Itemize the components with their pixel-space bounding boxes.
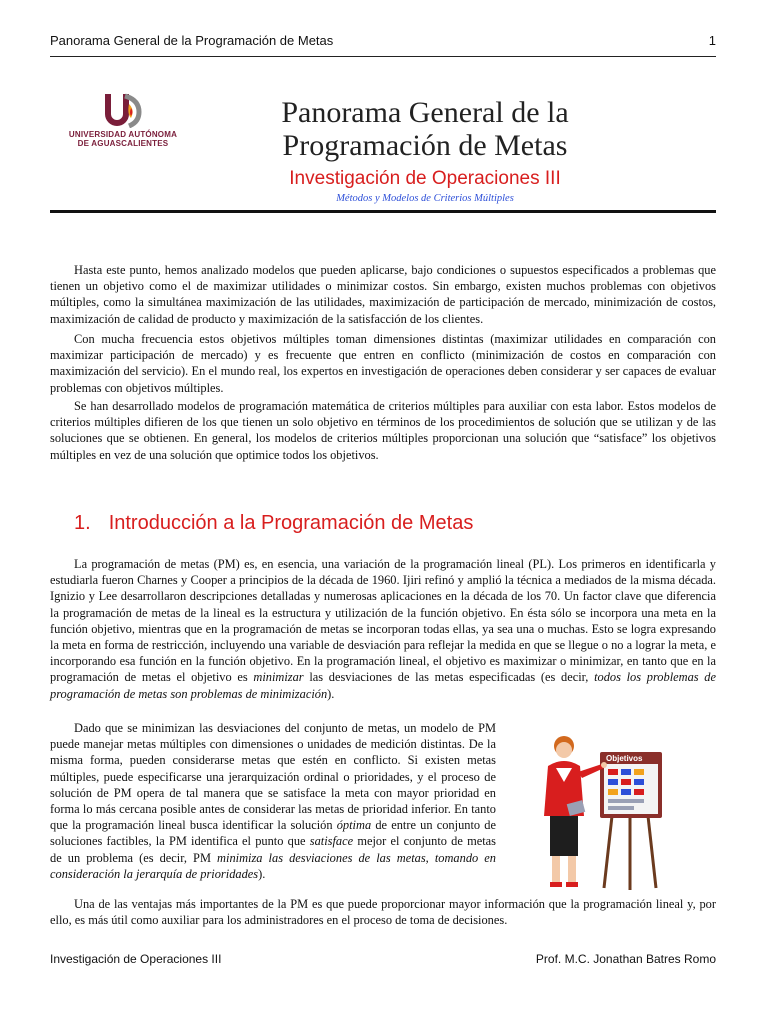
section-p1-end: ). (327, 686, 335, 701)
section-p2-end: ). (258, 866, 266, 881)
section-p1-text-mid: las desviaciones de las metas especificadas (es decir, (309, 670, 589, 685)
running-title: Panorama General de la Programación de Metas (50, 33, 334, 48)
university-emblem-icon (99, 92, 147, 128)
section-p2-emphasis-3: minimiza las desviaciones de las metas, tomando en consideración la jerarquía de prioridades (50, 850, 496, 881)
intro-paragraph-2: Con mucha frecuencia estos objetivos múltiples toman dimensiones distintas (maximizar utilidades en comparación con maximizar participación de mercado) y es frecuente que entren en conflicto (minimización de costos en comparación con maximización del servicio). En el mundo real, los expertos en investigación de operaciones deben considerar y ser capaces de evaluar problemas con objetivos múltiples. (50, 332, 716, 395)
page-footer (50, 952, 716, 966)
logo-wordmark (58, 130, 188, 148)
document-subsubtitle: Métodos y Modelos de Criterios Múltiples (336, 193, 514, 204)
title-rule (50, 210, 716, 213)
presenter-with-board-icon (538, 728, 668, 892)
header-rule (50, 56, 716, 57)
footer-author: Prof. M.C. Jonathan Batres Romo (535, 952, 716, 966)
section-p2-emphasis-1: óptima (336, 818, 372, 833)
section-p2-text-a: Dado que se minimizan las desviaciones del conjunto de metas, un modelo de PM puede manejar metas múltiples con dimensiones o unidades de medición distintas. De la misma forma, pueden considerarse metas que estén en conflicto. Si existen metas múltiples, puede especificarse una jerarquización ordinal o prioridades, y el proceso de solución de PM opera de tal manera que se satisface la meta con mayor prioridad en forma lo más cercana posible antes de considerar las metas de prioridad inferior. En tanto que la programación lineal busca identificar la solución (50, 721, 496, 833)
section-p2-emphasis-2: satisface (309, 834, 354, 849)
section-paragraph-1 (50, 556, 716, 702)
logo-line-1: UNIVERSIDAD AUTÓNOMA (68, 130, 178, 139)
section-p1-emphasis-1: minimizar (253, 670, 304, 685)
section-p1-text: La programación de metas (PM) es, en esencia, una variación de la programación lineal (PL). Los primeros en identificarla y estudiarla fueron Charnes y Cooper a principios de la década de 1960. Ijiri refinó y amplió la técnica a mediados de la misma década. Ignizio y Lee desarrollaron descripciones detalladas y numerosas aplicaciones en la década de los 70. Un factor clave que diferencia la programación de metas de la lineal es la estructura y utilización de la función objetivo. En ésta sólo se incorpora una meta en la función objetivo, mientras que en la programación de metas se incorporan todas ellas, ya sea una o muchas. Esto se logra expresando la meta en forma de restricción, incluyendo una variable de desviación para reflejar la medida en que se llegue o no a lograr la meta, e incorporando esa función en la función objetivo. En la programación lineal, el objetivo es maximizar o minimizar, en tanto que en la programación de metas el objetivo es (50, 557, 716, 685)
board-label: Objetivos (606, 754, 643, 763)
title-line-2: Programación de Metas (282, 129, 568, 162)
document-subtitle: Investigación de Operaciones III (289, 168, 561, 189)
logo-line-2: DE AGUASCALIENTES (77, 139, 169, 148)
university-logo (58, 92, 188, 154)
footer-course: Investigación de Operaciones III (50, 952, 222, 966)
page-number: 1 (708, 33, 716, 48)
section-p1-emphasis-2: todos los problemas de programación de metas son problemas de minimización (50, 670, 716, 701)
section-p2-text-b: de entre un conjunto de soluciones factibles, la PM identifica el punto que (50, 818, 496, 849)
intro-paragraph-3: Se han desarrollado modelos de programación matemática de criterios múltiples para auxiliar con esta labor. Estos modelos de criterios múltiples difieren de los que tienen un solo objetivo en términos de los procedimientos de solución que se utilizan y de las soluciones que se obtienen. En general, los modelos de criterios múltiples proporcionan una solución que “satisface” los objetivos múltiples en vez de una solución que optimice todos los objetivos. (50, 399, 716, 462)
section-paragraph-2 (50, 720, 496, 882)
section-heading (74, 512, 473, 535)
intro-paragraph-1: Hasta este punto, hemos analizado modelos que pueden aplicarse, bajo condiciones o supuestos especificados a problemas que tienen un objetivo como el de maximizar utilidades o minimizar costos. Sin embargo, existen muchos problemas con objetivos múltiples, como la simultánea maximización de las utilidades, maximización de participación de mercado, minimización de costos, maximización de calidad de producto y maximización de la satisfacción de los clientes. (50, 263, 716, 326)
title-line-1: Panorama General de la (281, 96, 569, 129)
section-title: Introducción a la Programación de Metas (108, 512, 474, 534)
presenter-illustration (538, 728, 668, 892)
document-title (240, 96, 610, 162)
running-header (50, 33, 716, 48)
section-p2-text-c: mejor el conjunto de metas de un problema (es decir, PM (50, 834, 496, 865)
section-number: 1. (74, 512, 91, 534)
section-paragraph-3: Una de las ventajas más importantes de la PM es que puede proporcionar mayor información que la programación lineal y, por ello, es más útil como auxiliar para los administradores en el proceso de toma de decisiones. (50, 897, 716, 928)
